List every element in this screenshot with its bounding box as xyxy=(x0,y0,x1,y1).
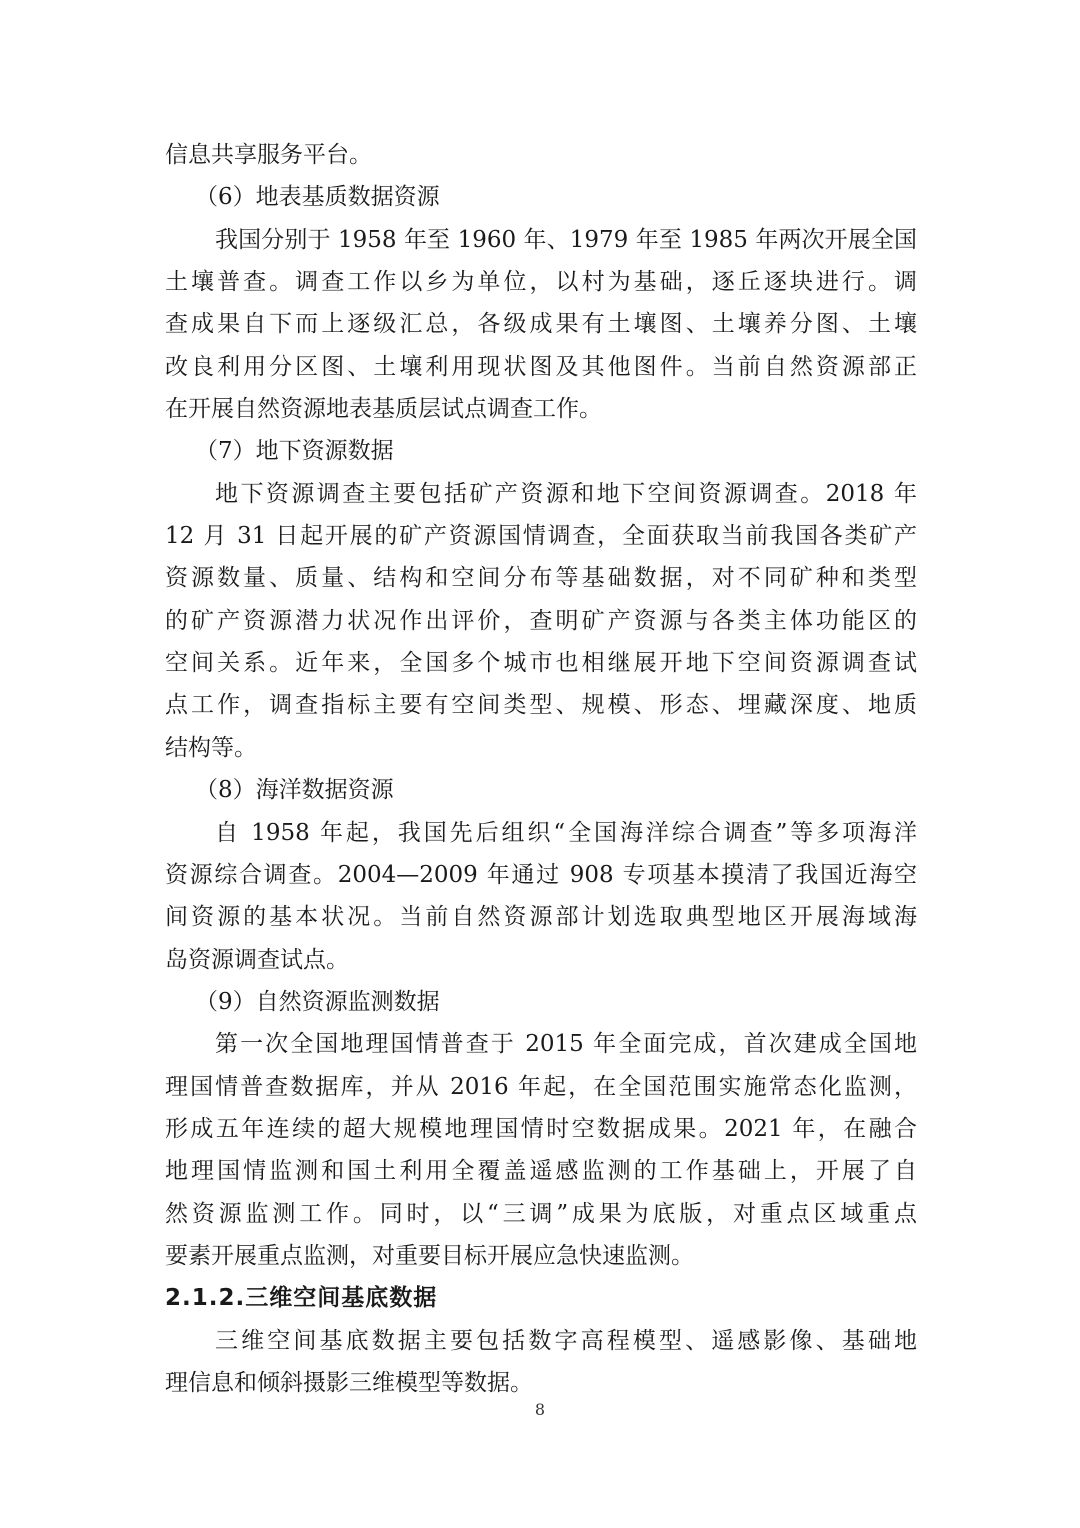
document-body xyxy=(165,134,917,1404)
text-line: 资源综合调查。2004—2009 年通过 908 专项基本摸清了我国近海空 xyxy=(165,861,917,888)
body-paragraph xyxy=(165,1023,917,1277)
text-line: 空间关系。近年来，全国多个城市也相继展开地下空间资源调查试 xyxy=(165,650,917,677)
text-line: 理国情普查数据库，并从 2016 年起，在全国范围实施常态化监测， xyxy=(165,1073,917,1100)
section-subheading xyxy=(165,981,917,1023)
body-paragraph xyxy=(165,219,917,431)
text-line: 我国分别于 1958 年至 1960 年、1979 年至 1985 年两次开展全国 xyxy=(215,226,917,253)
text-line: 2.1.2.三维空间基底数据 xyxy=(165,1285,438,1312)
text-line: （6）地表基质数据资源 xyxy=(195,184,440,211)
text-line: 资源数量、质量、结构和空间分布等基础数据，对不同矿种和类型 xyxy=(165,565,917,592)
text-line: 12 月 31 日起开展的矿产资源国情调查，全面获取当前我国各类矿产 xyxy=(165,523,917,550)
text-line: 结构等。 xyxy=(165,734,257,761)
text-line: 第一次全国地理国情普查于 2015 年全面完成，首次建成全国地 xyxy=(215,1031,917,1058)
text-line: 然资源监测工作。同时，以“三调”成果为底版，对重点区域重点 xyxy=(165,1200,917,1227)
section-subheading xyxy=(165,176,917,218)
text-line: 间资源的基本状况。当前自然资源部计划选取典型地区开展海域海 xyxy=(165,904,917,931)
text-line: 地下资源调查主要包括矿产资源和地下空间资源调查。2018 年 xyxy=(215,480,917,507)
text-line: 形成五年连续的超大规模地理国情时空数据成果。2021 年，在融合 xyxy=(165,1115,917,1142)
text-line: 查成果自下而上逐级汇总，各级成果有土壤图、土壤养分图、土壤 xyxy=(165,311,917,338)
paragraph-continuation xyxy=(165,134,917,176)
section-subheading xyxy=(165,430,917,472)
text-line: 的矿产资源潜力状况作出评价，查明矿产资源与各类主体功能区的 xyxy=(165,607,917,634)
body-paragraph xyxy=(165,473,917,769)
text-line: 三维空间基底数据主要包括数字高程模型、遥感影像、基础地 xyxy=(215,1327,917,1354)
section-subheading xyxy=(165,769,917,811)
page-number: 8 xyxy=(534,1400,546,1419)
text-line: 信息共享服务平台。 xyxy=(165,142,372,168)
text-line: 改良利用分区图、土壤利用现状图及其他图件。当前自然资源部正 xyxy=(165,353,917,380)
text-line: （8）海洋数据资源 xyxy=(195,777,394,804)
body-paragraph xyxy=(165,1320,917,1405)
text-line: 理信息和倾斜摄影三维模型等数据。 xyxy=(165,1369,533,1396)
text-line: 岛资源调查试点。 xyxy=(165,946,349,973)
text-line: 地理国情监测和国土利用全覆盖遥感监测的工作基础上，开展了自 xyxy=(165,1158,917,1185)
text-line: 土壤普查。调查工作以乡为单位，以村为基础，逐丘逐块进行。调 xyxy=(165,269,917,296)
text-line: （7）地下资源数据 xyxy=(195,438,394,465)
section-heading xyxy=(165,1277,917,1319)
text-line: 在开展自然资源地表基质层试点调查工作。 xyxy=(165,396,602,423)
text-line: 点工作，调查指标主要有空间类型、规模、形态、埋藏深度、地质 xyxy=(165,692,917,719)
text-line: 自 1958 年起，我国先后组织“全国海洋综合调查”等多项海洋 xyxy=(215,819,917,846)
text-line: 要素开展重点监测，对重要目标开展应急快速监测。 xyxy=(165,1242,694,1269)
body-paragraph xyxy=(165,812,917,981)
text-line: （9）自然资源监测数据 xyxy=(195,988,440,1015)
